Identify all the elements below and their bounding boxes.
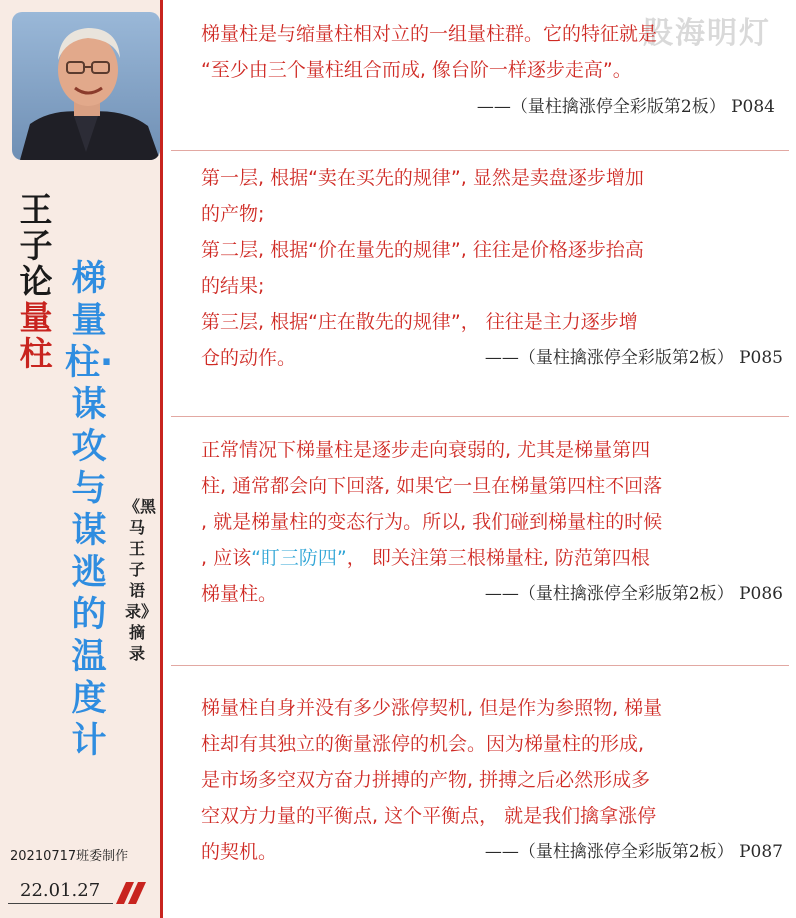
quote-line: 第三层, 根据“庄在散先的规律”， 往往是主力逐步增 [201, 311, 638, 333]
quote-line: 正常情况下梯量柱是逐步走向衰弱的, 尤其是梯量第四 [201, 439, 651, 461]
quote-line: 梯量柱。 [201, 583, 278, 605]
quote-line: , 就是梯量柱的变态行为。所以, 我们碰到梯量柱的时候 [201, 511, 663, 533]
portrait-image [12, 12, 160, 160]
quote-line: 是市场多空双方奋力拼搏的产物, 拼搏之后必然形成多 [201, 769, 651, 791]
citation: ——（量柱擒涨停全彩版第2板） P085 [484, 348, 783, 368]
sidebar [0, 0, 160, 918]
section-divider [171, 665, 789, 666]
date-underline [8, 903, 113, 904]
main-title: 梯量柱·谋攻与谋逃的温度计 [64, 259, 114, 761]
quote-line: 柱却有其独立的衡量涨停的机会。因为梯量柱的形成, [201, 733, 645, 755]
watermark: 股海明灯 [643, 16, 771, 51]
series-title-black: 王子论 [19, 190, 53, 301]
quote-text: ， 即关注第三根梯量柱, 防范第四根 [346, 547, 650, 569]
series-title-red: 量柱 [19, 298, 53, 373]
author-photo [12, 12, 160, 160]
quote-line: 梯量柱自身并没有多少涨停契机, 但是作为参照物, 梯量 [201, 697, 663, 719]
citation: ——（量柱擒涨停全彩版第2板） P084 [476, 97, 775, 117]
highlight-phrase: “盯三防四” [251, 547, 347, 569]
section-divider [171, 416, 789, 417]
slash-decoration-icon [108, 880, 150, 906]
quote-block-1 [201, 16, 783, 125]
quote-line: 第一层, 根据“卖在买先的规律”, 显然是卖盘逐步增加 [201, 167, 644, 189]
quote-line: 的产物; [201, 203, 265, 225]
section-divider [171, 150, 789, 151]
citation: ——（量柱擒涨停全彩版第2板） P087 [484, 842, 783, 862]
quote-block-3 [201, 432, 783, 612]
quote-line: 空双方力量的平衡点, 这个平衡点， 就是我们擒拿涨停 [201, 805, 657, 827]
content-area [163, 0, 796, 918]
series-title [14, 192, 58, 372]
date-label: 22.01.27 [20, 880, 101, 901]
quote-line-highlighted [201, 540, 783, 576]
citation: ——（量柱擒涨停全彩版第2板） P086 [484, 584, 783, 604]
quote-line: 梯量柱是与缩量柱相对立的一组量柱群。它的特征就是 [201, 23, 658, 45]
quote-block-2 [201, 160, 783, 376]
quote-line: 的结果; [201, 275, 265, 297]
quote-line: 仓的动作。 [201, 347, 297, 369]
quote-line: 第二层, 根据“价在量先的规律”, 往往是价格逐步抬高 [201, 239, 644, 261]
excerpt-source: 《黑马王子语录》摘录 [124, 497, 157, 663]
quote-block-4 [201, 690, 783, 870]
quote-line: “至少由三个量柱组合而成, 像台阶一样逐步走高”。 [201, 59, 632, 81]
quote-line: 柱, 通常都会向下回落, 如果它一旦在梯量第四柱不回落 [201, 475, 663, 497]
quote-text: , 应该 [201, 547, 252, 569]
quote-line: 的契机。 [201, 841, 278, 863]
credit-label: 20210717班委制作 [10, 849, 129, 864]
